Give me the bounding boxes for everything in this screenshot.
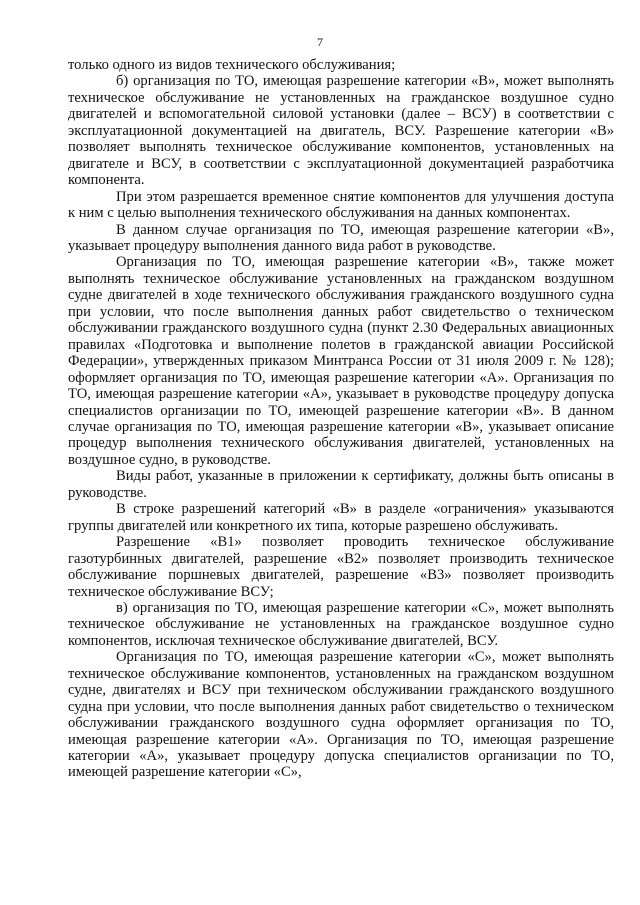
paragraph: Разрешение «В1» позволяет проводить техническое обслуживание газотурбинных двигателей, разрешение «В2» позволяет производить техническое обслуживание поршневых двигателей, разрешение «В3» позволяет производить техническое обслуживание ВСУ;	[68, 534, 614, 600]
document-body	[68, 57, 614, 781]
paragraph: в) организация по ТО, имеющая разрешение категории «С», может выполнять техническое обслуживание не установленных на гражданское воздушное судно компонентов, исключая техническое обслуживание двигателей, ВСУ.	[68, 599, 614, 649]
paragraph: В данном случае организация по ТО, имеющая разрешение категории «В», указывает процедуру выполнения данного вида работ в руководстве.	[68, 221, 614, 254]
paragraph: При этом разрешается временное снятие компонентов для улучшения доступа к ним с целью выполнения технического обслуживания на данных компонентах.	[68, 188, 614, 222]
paragraph: Виды работ, указанные в приложении к сертификату, должны быть описаны в руководстве.	[68, 468, 614, 501]
paragraph: только одного из видов технического обслуживания;	[68, 57, 396, 73]
paragraph: В строке разрешений категорий «В» в разделе «ограничения» указываются группы двигателей или конкретного их типа, которые разрешено обслуживать.	[68, 501, 614, 534]
paragraph: Организация по ТО, имеющая разрешение категории «В», также может выполнять техническое обслуживание установленных на гражданском воздушном судне двигателей в ходе технического обслуживания гражданского воздушного судна при условии, что после выполнения данных работ свидетельство о техническом обслуживании гражданского воздушного судна (пункт 2.30 Федеральных авиационных правилах «Подготовка и выполнение полетов в гражданской авиации Российской Федерации», утвержденных приказом Минтранса России от 31 июля 2009 г. № 128); оформляет организация по ТО, имеющая разрешение категории «А». Организация по ТО, имеющая разрешение категории «А», указывает в руководстве процедуру допуска специалистов организации по ТО, имеющей разрешение категории «В». В данном случае организация по ТО, имеющая разрешение категории «В», указывает описание процедур выполнения технического обслуживания двигателей, установленных на воздушное судно, в руководстве.	[68, 254, 614, 468]
paragraph: б) организация по ТО, имеющая разрешение категории «В», может выполнять техническое обслуживание не установленных на гражданское воздушное судно двигателей и вспомогательной силовой установки (далее – ВСУ) в соответствии с эксплуатационной документацией на двигатель, ВСУ. Разрешение категории «В» позволяет выполнять техническое обслуживание компонентов, установленных на двигателе и ВСУ, в соответствии с эксплуатационной документацией разработчика компонента.	[68, 73, 614, 189]
paragraph: Организация по ТО, имеющая разрешение категории «С», может выполнять техническое обслуживание компонентов, установленных на гражданском воздушном судне, двигателях и ВСУ при техническом обслуживании гражданского воздушного судна при условии, что после выполнения данных работ свидетельство о техническом обслуживании гражданского воздушного судна оформляет организация по ТО, имеющая разрешение категории «А». Организация по ТО, имеющая разрешение категории «А», указывает процедуру допуска специалистов организации по ТО, имеющей разрешение категории «С»,	[68, 649, 614, 781]
page-number: 7	[317, 35, 323, 49]
